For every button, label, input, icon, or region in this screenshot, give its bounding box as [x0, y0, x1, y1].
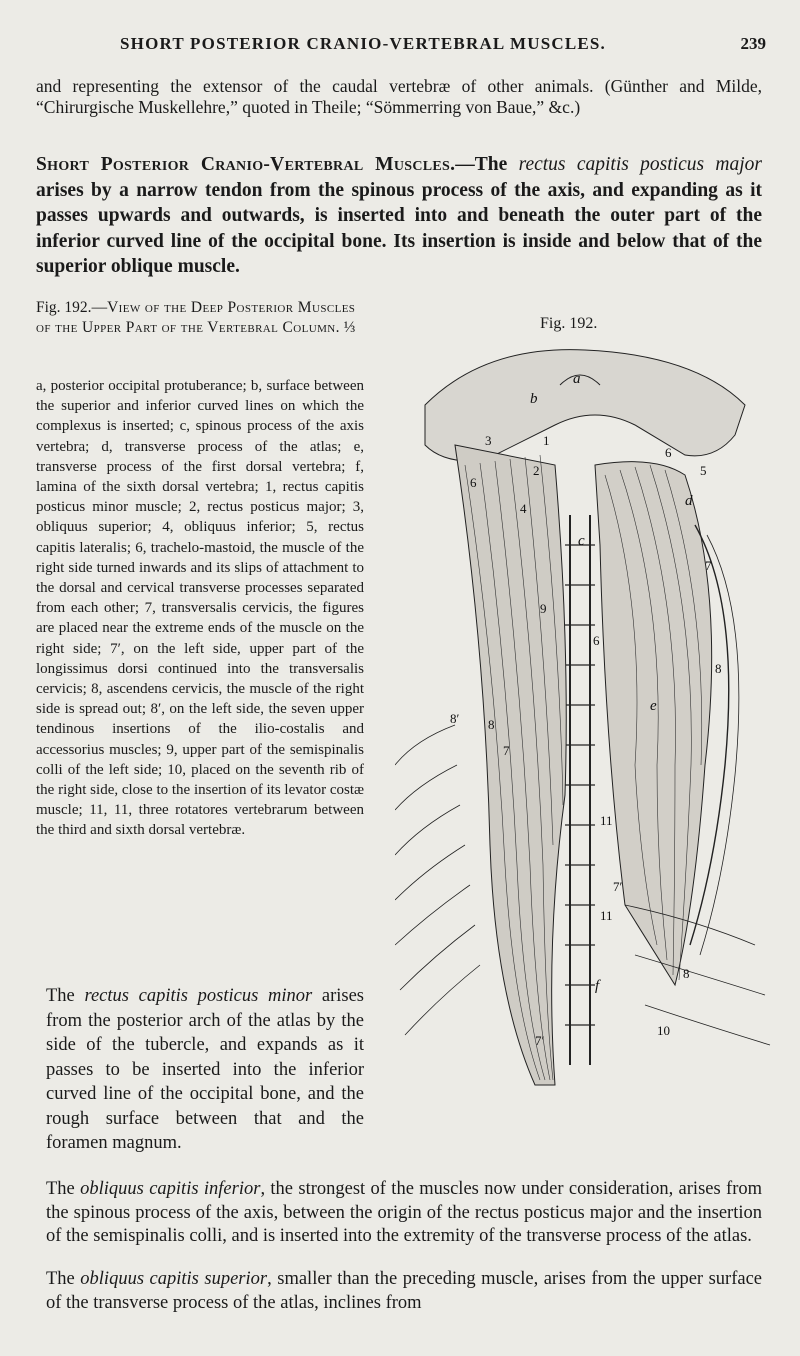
- mark-e: e: [650, 698, 657, 714]
- mark-10: 10: [657, 1023, 670, 1038]
- mark-8d: 8: [683, 966, 690, 981]
- intro-paragraph: and representing the extensor of the caudal vertebræ of other animals. (Günther and Milde, “Chirurgische Muskellehre,” quoted in Theile; “Sömmerring von Baue,” &c.): [36, 76, 762, 117]
- section-term: rectus capitis posticus major: [518, 154, 762, 175]
- mark-b: b: [530, 391, 538, 407]
- superior-lead: The: [46, 1269, 81, 1289]
- inferior-lead: The: [46, 1179, 81, 1199]
- caption-title: View of the Deep Posterior Muscles of the Upper Part of the Vertebral Column.: [36, 299, 356, 336]
- section-dash: —The: [455, 154, 519, 175]
- running-title: SHORT POSTERIOR CRANIO-VERTEBRAL MUSCLES.: [120, 34, 607, 53]
- section-heading: Short Posterior Cranio-Vertebral Muscles.: [36, 154, 456, 175]
- page-number: 239: [740, 34, 766, 53]
- mark-7b: 7: [503, 743, 510, 758]
- section-body: arises by a narrow tendon from the spinous process of the axis, and expanding as it passes upwards and outwards, is inserted into and beneath the outer part of the inferior curved line of the occipital bone. Its insertion is inside and below that of the superior oblique muscle.: [36, 179, 762, 277]
- inferior-term: obliquus capitis inferior: [80, 1179, 261, 1199]
- superior-paragraph: [46, 1268, 762, 1315]
- inferior-body: , the strongest of the muscles now under consideration, arises from the spinous process of the axis, between the origin of the rectus posticus major and the insertion of the semispinalis colli, and is inserted into the extremity of the transverse process of the atlas.: [46, 1179, 762, 1246]
- mark-6: 6: [470, 475, 477, 490]
- mark-7: 7: [705, 558, 712, 573]
- mark-9: 9: [540, 601, 547, 616]
- mark-11: 11: [600, 813, 613, 828]
- mark-4: 4: [520, 501, 527, 516]
- mark-6b: 6: [665, 445, 672, 460]
- mark-7c: 7′: [613, 879, 623, 894]
- mark-5: 5: [700, 463, 707, 478]
- mark-a: a: [573, 371, 581, 387]
- minor-lead: The: [46, 986, 85, 1006]
- mark-11b: 11: [600, 908, 613, 923]
- mark-8: 8: [715, 661, 722, 676]
- mark-8b: 8: [488, 717, 495, 732]
- mark-d: d: [685, 493, 693, 509]
- mark-7d: 7′: [535, 1033, 545, 1048]
- mark-1: 1: [543, 433, 550, 448]
- caption-dash: —: [91, 299, 108, 316]
- mark-8c: 8′: [450, 711, 460, 726]
- section-paragraph: [36, 152, 762, 280]
- superior-body: , smaller than the preceding muscle, arises from the upper surface of the transverse process of the atlas, inclines from: [46, 1269, 763, 1313]
- minor-paragraph: [46, 984, 364, 1156]
- mark-6c: 6: [593, 633, 600, 648]
- anatomical-illustration: [395, 345, 775, 1125]
- inferior-paragraph: [46, 1178, 762, 1249]
- mark-f: f: [595, 978, 600, 994]
- muscle-drawing: [395, 345, 775, 1125]
- mark-2: 2: [533, 463, 540, 478]
- figure-label: Fig. 192.: [540, 315, 598, 332]
- caption-number: Fig. 192.: [36, 299, 92, 316]
- minor-body: arises from the posterior arch of the atlas by the side of the tubercle, and expands as it passes to be inserted into the inferior curved line of the occipital bone, and the rough surface between that and the foramen magnum.: [46, 986, 365, 1153]
- mark-c: c: [578, 533, 585, 549]
- running-head: [36, 34, 766, 58]
- figure-caption: [36, 298, 364, 338]
- mark-3: 3: [485, 433, 492, 448]
- figure-legend: a, posterior occipital protuberance; b, surface between the superior and inferior curved lines on which the complexus is inserted; c, spinous process of the axis vertebra; d, transverse process of the atlas; e, transverse process of the first dorsal vertebra; f, lamina of the sixth dorsal vertebra; 1, rectus capitis posticus minor muscle; 2, rectus posticus major; 3, obliquus superior; 4, obliquus inferior; 5, rectus capitis lateralis; 6, trachelo-mastoid, the muscle of the right side turned inwards and its slips of attachment to the dorsal and cervical transverse processes separated from each other; 7, transversalis cervicis, the figures are placed near the extreme ends of the muscle on the right side; 7′, on the left side, upper part of the longissimus dorsi continued into the transversalis cervicis; 8, ascendens cervicis, the muscle of the right side is spread out; 8′, on the left side, the seven upper tendinous insertions of the ilio-costalis and accessorius muscles; 9, upper part of the semispinalis colli of the left side; 10, placed on the seventh rib of the right side, close to the insertion of its levator costæ muscle; 11, 11, three rotatores vertebrarum between the third and sixth dorsal vertebræ.: [36, 378, 364, 839]
- minor-term: rectus capitis posticus minor: [84, 986, 313, 1006]
- superior-term: obliquus capitis superior: [80, 1269, 268, 1289]
- caption-scale: ⅓: [343, 319, 356, 336]
